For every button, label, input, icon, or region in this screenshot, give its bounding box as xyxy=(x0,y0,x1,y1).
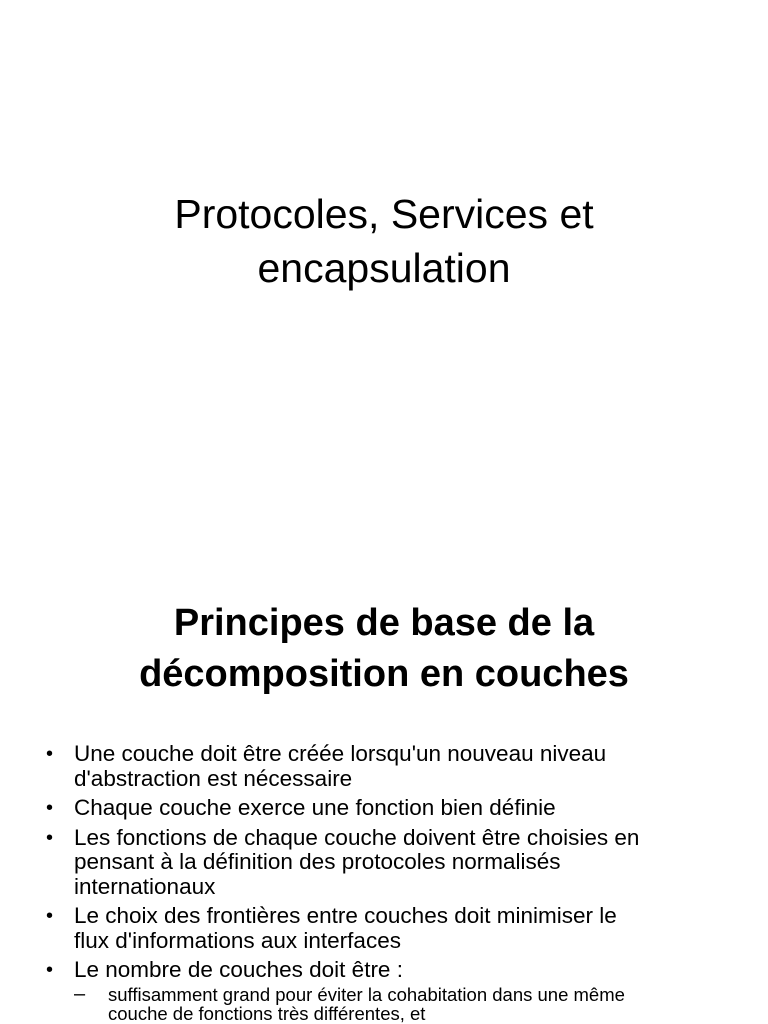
sub-bullet-item xyxy=(74,982,736,1024)
bullet-marker: • xyxy=(46,826,54,849)
title-line-1: Protocoles, Services et xyxy=(174,191,594,237)
bullet-text-line: Le choix des frontières entre couches doit minimiser le xyxy=(74,903,617,928)
bullet-list xyxy=(46,742,736,1024)
sub-bullet-text-line: suffisamment grand pour éviter la cohabitation dans une même xyxy=(108,983,625,1005)
sub-bullet-text-line: couche de fonctions très différentes, et xyxy=(108,1002,426,1024)
title-line-2: encapsulation xyxy=(257,245,511,291)
slide-title-heading xyxy=(0,187,768,295)
slide-principles xyxy=(0,576,768,1024)
heading-line-2: décomposition en couches xyxy=(139,653,629,695)
bullet-item xyxy=(46,958,736,1023)
bullet-text-line: internationaux xyxy=(74,873,216,899)
bullet-text-line: Chaque couche exerce une fonction bien définie xyxy=(74,795,556,820)
heading-line-1: Principes de base de la xyxy=(173,602,595,644)
sub-bullet-marker: – xyxy=(74,982,86,1005)
bullet-item xyxy=(46,904,736,953)
bullet-text-line: flux d'informations aux interfaces xyxy=(74,927,401,953)
bullet-marker: • xyxy=(46,905,54,927)
bullet-item xyxy=(46,742,736,791)
sub-bullet-list xyxy=(74,982,736,1024)
bullet-text-line: d'abstraction est nécessaire xyxy=(74,765,353,791)
bullet-item xyxy=(46,826,736,900)
bullet-text-line: pensant à la définition des protocoles normalisés xyxy=(74,849,561,874)
bullet-item xyxy=(46,796,736,821)
bullet-marker: • xyxy=(46,743,54,765)
bullet-text-line: Une couche doit être créée lorsqu'un nouveau niveau xyxy=(74,741,607,766)
bullet-marker: • xyxy=(46,797,54,819)
bullet-text-line: Les fonctions de chaque couche doivent être choisies en xyxy=(74,824,640,850)
bullet-text-line: Le nombre de couches doit être : xyxy=(74,957,403,982)
principles-heading xyxy=(0,598,768,700)
bullet-marker: • xyxy=(46,959,54,981)
